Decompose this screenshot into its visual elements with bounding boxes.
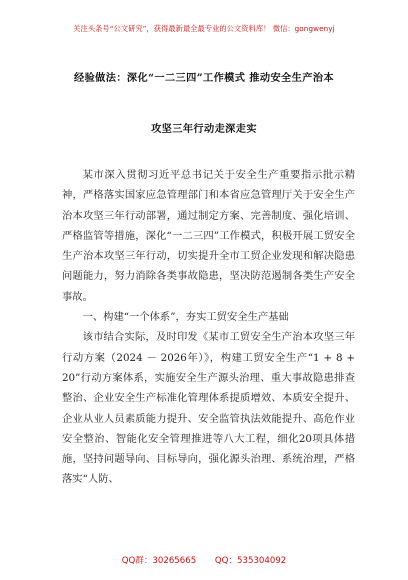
document-title-line-1: 经验做法：深化“一二三四”工作模式 推动安全生产治本: [74, 72, 334, 84]
footer-contact: [0, 554, 408, 566]
footer-qq-number: QQ：535304092: [214, 556, 287, 566]
document-title-line-2: 攻坚三年行动走深走实: [151, 123, 257, 135]
header-notice: 关注头条号“公文研究”，获得最新最全最专业的公文资料库！ 微信：gongwenyj: [73, 24, 335, 33]
document-body: [62, 165, 355, 490]
body-paragraph-intro: 某市深入贯彻习近平总书记关于安全生产重要指示批示精神，严格落实国家应急管理部门和本省应急管理厅关于安全生产治本攻坚三年行动部署，通过制定方案、完善制度、强化培训、严格监管等措施，深化“一二三四”工作模式，积极开展工贸安全生产治本攻坚三年行动，切实提升全市工贸企业发现和解决隐患问题能力，努力消除各类事故隐患，坚决防范遏制各类生产安全事故。: [62, 169, 355, 303]
body-paragraph-section-1: 该市结合实际，及时印发《某市工贸安全生产治本攻坚三年行动方案（2024 － 2026年）》，构建工贸安全生产“1 + 8 + 20”行动方案体系，实施安全生产源头治理、重大事故隐患排查整治、企业安全生产标准化管理体系提质增效、本质安全提升、企业从业人员素质能力提升、安全监管执法效能提升、高危作业安全整治、智能化安全管理推进等八大工程，细化20项具体措施，坚持问题导向、目标导向，强化源头治理、系统治理，严格落实“人防、: [62, 331, 355, 486]
footer-qq-group: QQ群：30265665: [121, 556, 197, 566]
section-heading-1: 一、构建“一个体系”，夯实工贸安全生产基础: [82, 311, 289, 324]
